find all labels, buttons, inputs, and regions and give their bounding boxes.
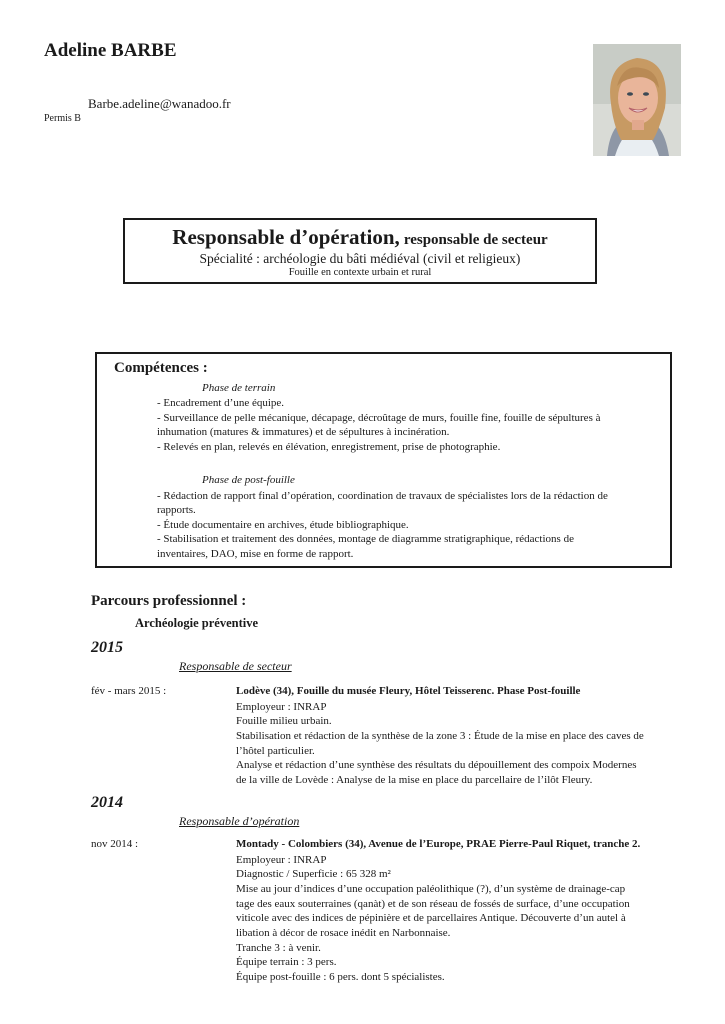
title-main: Responsable d’opération,: [172, 225, 400, 249]
skill-line: - Encadrement d’une équipe.: [157, 397, 285, 409]
skill-line: - Relevés en plan, relevés en élévation, enregistrement, prise de photographie.: [157, 441, 501, 453]
position-title-box: [123, 218, 597, 284]
phase-field-label: Phase de terrain: [202, 382, 276, 394]
skill-line: - Stabilisation et traitement des données, montage de diagramme stratigraphique, rédactions de: [157, 533, 574, 545]
job-detail: tage des eaux souterraines (qanàt) et de son réseau de fossés de surface, d’une occupation: [236, 897, 630, 910]
job-date: nov 2014 :: [91, 838, 139, 850]
job-title: Lodève (34), Fouille du musée Fleury, Hôtel Teisserenc. Phase Post-fouille: [236, 685, 581, 697]
career-subheading: Archéologie préventive: [135, 616, 258, 630]
specialty: Spécialité : archéologie du bâti médiéval (civil et religieux): [199, 251, 521, 266]
job-detail: Fouille milieu urbain.: [236, 715, 332, 728]
job-detail: Employeur : INRAP: [236, 853, 327, 866]
skill-line: - Étude documentaire en archives, étude bibliographique.: [157, 518, 409, 531]
driving-licence: Permis B: [44, 113, 81, 124]
job-detail: Analyse et rédaction d’une synthèse des résultats du dépouillement des compoix Modernes: [236, 759, 637, 772]
fieldwork-context: Fouille en contexte urbain et rural: [288, 267, 432, 278]
job-detail: libation à décor de rosace inédit en Narbonnaise.: [236, 927, 451, 939]
job-detail: viticole avec des indices de pépinière et de parcellaires Antique. Découverte d’un autel à: [236, 912, 626, 925]
candidate-name: Adeline BARBE: [44, 40, 177, 61]
skills-box: [95, 352, 672, 568]
skill-line: inhumation (matures & immatures) et de sépultures à incinération.: [157, 426, 450, 438]
phase-post-label: Phase de post-fouille: [202, 474, 295, 486]
skill-line: - Surveillance de pelle mécanique, décapage, décroûtage de murs, fouille fine, fouille de sépultures à: [157, 411, 601, 424]
job-detail: Employeur : INRAP: [236, 700, 327, 713]
job-detail: de la ville de Lovède : Analyse de la mise en place du parcellaire de l’ilôt Fleury.: [236, 774, 593, 786]
job-detail: Équipe post-fouille : 6 pers. dont 5 spécialistes.: [236, 971, 445, 984]
job-detail: Tranche 3 : à venir.: [236, 941, 321, 954]
skill-line: rapports.: [157, 504, 196, 516]
job-detail: Stabilisation et rédaction de la synthèse de la zone 3 : Étude de la mise en place des caves de: [236, 729, 644, 742]
profile-photo: [593, 44, 681, 156]
skills-heading: Compétences :: [114, 360, 208, 376]
skill-line: - Rédaction de rapport final d’opération, coordination de travaux de spécialistes lors de la rédaction de: [157, 489, 608, 502]
career-heading: Parcours professionnel :: [91, 593, 247, 609]
job-date: fév - mars 2015 :: [91, 685, 167, 697]
job-title: Montady - Colombiers (34), Avenue de l’Europe, PRAE Pierre-Paul Riquet, tranche 2.: [236, 838, 641, 850]
role-title: Responsable de secteur: [179, 659, 292, 673]
job-detail: l’hôtel particulier.: [236, 744, 315, 757]
year-heading: 2015: [91, 639, 123, 656]
job-detail: Équipe terrain : 3 pers.: [236, 956, 337, 969]
job-detail: Mise au jour d’indices d’une occupation paléolithique (?), d’un système de drainage-cap: [236, 882, 626, 895]
email-address[interactable]: Barbe.adeline@wanadoo.fr: [88, 96, 231, 111]
title-sub: responsable de secteur: [403, 232, 548, 248]
position-title: [125, 226, 595, 251]
skill-line: inventaires, DAO, mise en forme de rapport.: [157, 547, 354, 560]
job-detail: Diagnostic / Superficie : 65 328 m²: [236, 868, 391, 881]
role-title: Responsable d’opération: [179, 814, 300, 828]
year-heading: 2014: [91, 794, 123, 811]
